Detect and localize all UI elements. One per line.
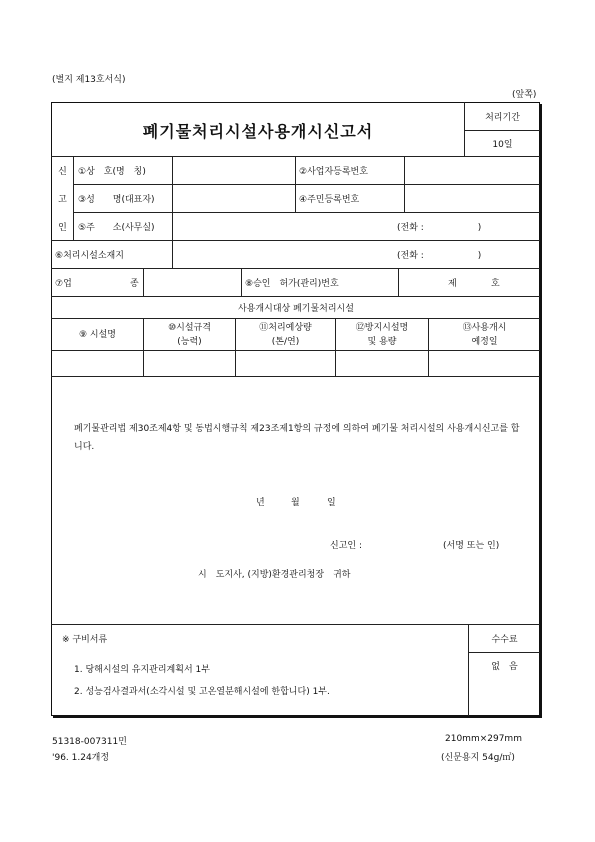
col-facility-name: [52, 319, 143, 350]
facility-section-header: 사용개시대상 폐기물처리시설: [238, 304, 354, 314]
col-expected-volume-l2: (톤/연): [271, 336, 300, 347]
form-number: (별지 제13호서식): [52, 75, 126, 85]
col-expected-volume: [236, 319, 335, 350]
resident-no-field[interactable]: [405, 185, 540, 212]
addressee: 시 도지사, (지방)환경관리청장 귀하: [198, 570, 351, 580]
address-field[interactable]: [173, 213, 393, 240]
trade-name-field[interactable]: [173, 157, 295, 184]
col-expected-volume-l1: ⑪처리예상량: [259, 322, 312, 333]
facility-name-field[interactable]: [52, 351, 143, 376]
statement-text: 폐기물관리법 제30조제4항 및 동법시행규칙 제23조제1항의 규정에 의하여 폐기물 처리시설의 사용개시신고를 합니다.: [74, 424, 520, 452]
col-prevention-facility-l2: 및 용량: [367, 336, 397, 347]
fee-value: 없 음: [491, 662, 518, 672]
fee-label: 수수료: [491, 635, 518, 645]
signer-label: 신고인 :: [330, 541, 362, 551]
address-label: ⑤주 소(사무실): [78, 223, 155, 233]
facility-location-phone: (전화 : ): [397, 251, 482, 261]
permit-number-label: ⑧승인 허가(관리)번호: [245, 279, 339, 289]
paper-type: (신문용지 54g/㎡): [441, 753, 515, 763]
permit-no-prefix: 제: [448, 279, 457, 289]
expected-volume-field[interactable]: [236, 351, 335, 376]
col-facility-name-text: ⑨ 시설명: [78, 329, 116, 340]
resident-no-label: ④주민등록번호: [299, 195, 360, 205]
paper-size: 210mm×297mm: [445, 734, 522, 744]
prevention-facility-field[interactable]: [336, 351, 428, 376]
facility-location-label: ⑥처리시설소재지: [55, 251, 124, 261]
permit-no-suffix: 호: [491, 279, 500, 289]
name-field[interactable]: [173, 185, 295, 212]
business-type-label-b: 종: [130, 279, 139, 289]
page-title: 폐기물처리시설사용개시신고서: [142, 121, 374, 141]
col-prevention-facility: [336, 319, 428, 350]
facility-spec-field[interactable]: [144, 351, 235, 376]
revision-date: '96. 1.24개정: [52, 753, 110, 763]
biz-reg-no-label: ②사업자등록번호: [299, 167, 368, 177]
signer-field[interactable]: [375, 534, 437, 550]
page-side: (앞쪽): [512, 90, 537, 100]
address-phone: (전화 : ): [397, 223, 482, 233]
biz-reg-no-field[interactable]: [405, 157, 540, 184]
col-prevention-facility-l1: ⑫방지시설명: [355, 322, 409, 333]
facility-location-field[interactable]: [173, 241, 393, 268]
attachment-item-2: 2. 성능검사결과서(소각시설 및 고온열분해시설에 한합니다) 1부.: [74, 687, 330, 697]
attachment-item-1: 1. 당해시설의 유지관리계획서 1부: [74, 665, 210, 675]
attachments-title: ※ 구비서류: [62, 635, 108, 645]
reporter-char-2: 고: [58, 195, 67, 205]
trade-name-label: ①상 호(명 칭): [78, 167, 146, 177]
date-month: 월: [291, 498, 300, 508]
col-facility-spec: [144, 319, 235, 350]
reporter-char-1: 신: [58, 167, 67, 177]
start-date-field[interactable]: [429, 351, 540, 376]
col-start-date-l1: ⑬사용개시: [462, 322, 507, 333]
col-start-date: [429, 319, 540, 350]
col-facility-spec-l2: (능력): [177, 336, 202, 347]
form-code: 51318-007311민: [52, 737, 127, 747]
business-type-label-a: ⑦업: [55, 279, 72, 289]
business-type-field[interactable]: [144, 269, 241, 296]
date-day: 일: [327, 498, 336, 508]
col-start-date-l2: 예정일: [471, 336, 498, 347]
processing-period-label: 처리기간: [485, 113, 520, 123]
col-facility-spec-l1: ⑩시설규격: [168, 322, 211, 333]
reporter-char-3: 인: [58, 223, 67, 233]
date-year: 년: [256, 498, 265, 508]
sign-hint: (서명 또는 인): [443, 541, 500, 551]
name-label: ③성 명(대표자): [78, 195, 155, 205]
processing-period-value: 10일: [492, 140, 513, 150]
